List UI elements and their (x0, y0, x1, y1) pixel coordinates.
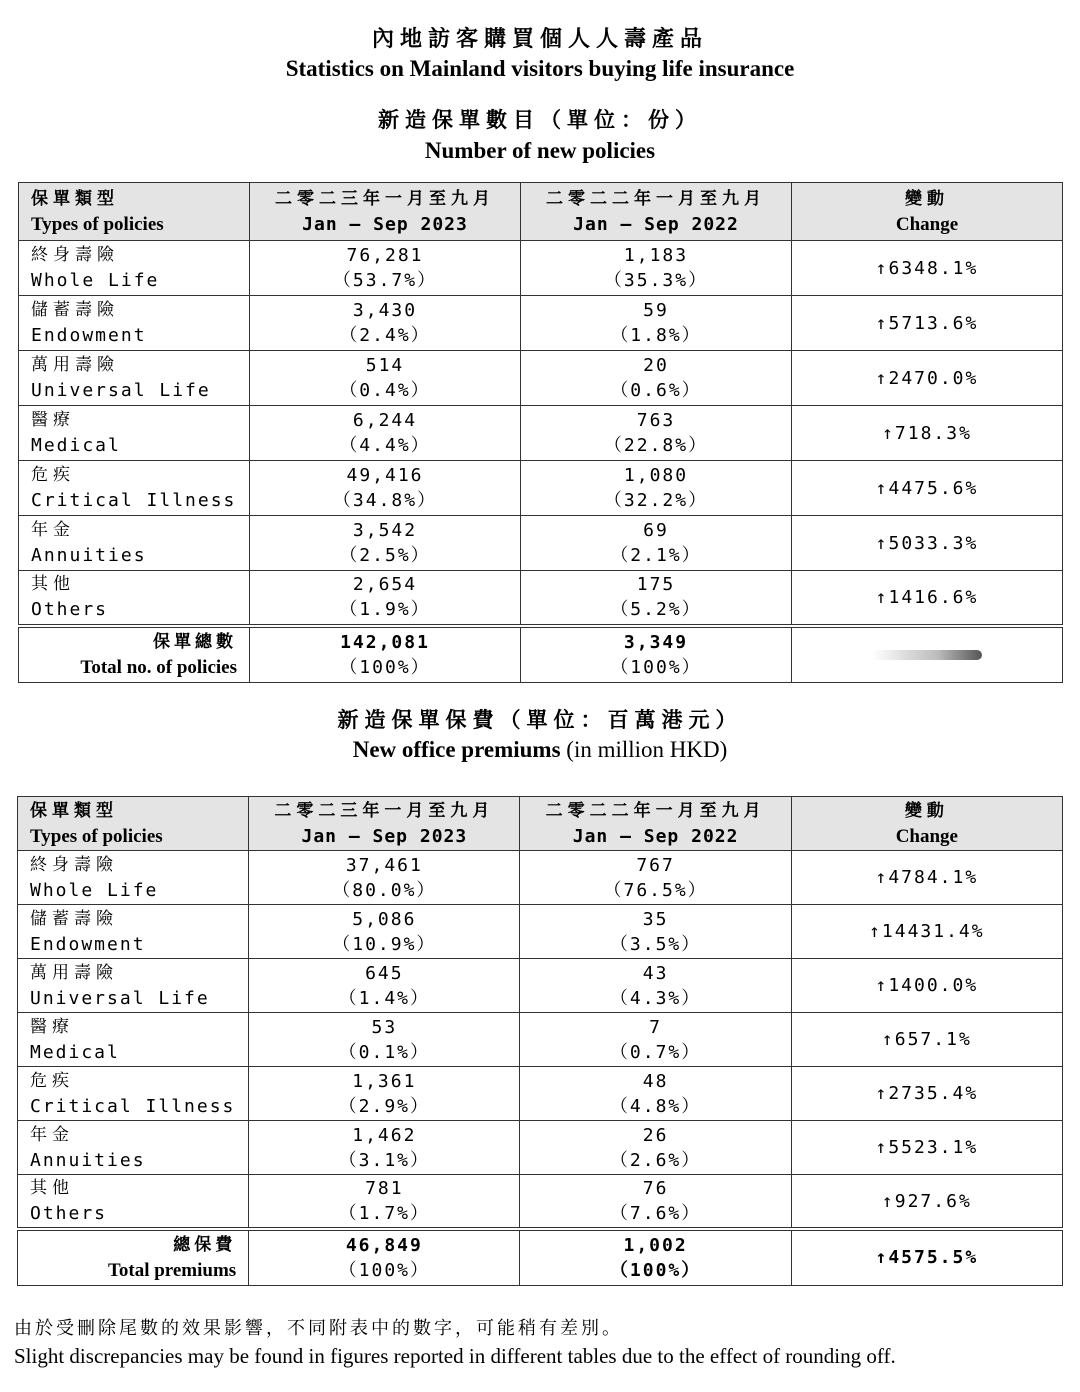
total-change: ↑4575.5% (791, 1229, 1062, 1285)
policy-type-cell (19, 516, 250, 571)
policy-type-en: Endowment (31, 325, 147, 346)
value-2022: 175 (636, 574, 676, 596)
share-2023: （4.4%） (339, 435, 431, 456)
share-2023: （3.1%） (338, 1149, 431, 1171)
value-2022-cell (520, 959, 791, 1013)
value-2023-cell (250, 516, 521, 571)
share-2022: （5.2%） (610, 599, 702, 621)
policy-type-en: Others (30, 1203, 108, 1224)
value-2023: 5,086 (352, 908, 417, 930)
share-2022: （7.6%） (609, 1203, 702, 1224)
header-2023: 二零二三年一月至九月 Jan – Sep 2023 (250, 183, 521, 241)
share-2023: （80.0%） (332, 879, 437, 901)
value-2023-cell (250, 351, 521, 406)
value-2022-cell (521, 516, 792, 571)
table-row (18, 1175, 1063, 1230)
section1-title-zh: 新造保單數目（單位：份） (378, 108, 702, 132)
value-2023-cell (249, 905, 520, 959)
share-2022: （0.7%） (609, 1041, 702, 1063)
value-2022-cell (521, 406, 792, 461)
value-2023-cell (249, 1067, 520, 1121)
value-2022-cell (520, 851, 791, 905)
page-title-zh: 內地訪客購買個人人壽產品 (371, 27, 708, 52)
policy-type-en: Critical Illness (31, 490, 237, 511)
total-2023: 142,081 （100%） (250, 626, 521, 683)
policy-type-cell (19, 461, 250, 516)
value-2022-cell (520, 1121, 791, 1175)
value-2022: 763 (636, 410, 676, 431)
policy-type-en: Endowment (30, 933, 146, 955)
share-2022: （1.8%） (610, 325, 702, 346)
policy-type-zh: 年金 (31, 520, 75, 540)
value-2023: 1,361 (352, 1070, 417, 1092)
change-cell: ↑5713.6% (792, 296, 1063, 351)
value-2023: 53 (371, 1016, 398, 1038)
value-2022: 7 (649, 1016, 663, 1038)
table-header-row (19, 183, 1063, 241)
value-2023: 6,244 (352, 410, 418, 431)
value-2023-cell (250, 241, 521, 296)
total-2022: 3,349 （100%） (521, 626, 792, 683)
change-cell: ↑657.1% (791, 1013, 1062, 1067)
page-title-en: Statistics on Mainland visitors buying life insurance (285, 56, 795, 81)
value-2023-cell (249, 959, 520, 1013)
share-2023: （1.9%） (339, 599, 431, 621)
value-2023: 514 (365, 355, 405, 376)
change-cell: ↑1400.0% (791, 959, 1062, 1013)
table-row (18, 1067, 1063, 1121)
policy-type-en: Whole Life (30, 879, 159, 901)
value-2022: 1,183 (623, 245, 689, 266)
header-2023: 二零二三年一月至九月 Jan – Sep 2023 (249, 797, 520, 851)
value-2023-cell (249, 851, 520, 905)
policy-type-zh: 年金 (30, 1124, 74, 1145)
policy-type-cell (19, 406, 250, 461)
value-2022-cell (520, 1175, 791, 1230)
new-policies-table (18, 182, 1063, 683)
policy-type-en: Annuities (30, 1149, 146, 1171)
section1-title-en: Number of new policies (424, 138, 656, 163)
value-2022: 1,080 (623, 465, 689, 486)
footnote-en: Slight discrepancies may be found in figures reported in different tables due to the effect of rounding off. (14, 1344, 896, 1368)
policy-type-zh: 萬用壽險 (30, 962, 118, 983)
share-2023: （34.8%） (332, 490, 438, 511)
value-2023: 1,462 (352, 1124, 417, 1146)
value-2022-cell (520, 1013, 791, 1067)
change-cell: ↑14431.4% (791, 905, 1062, 959)
total-row (18, 1229, 1063, 1285)
header-type: 保單類型 Types of policies (19, 183, 250, 241)
value-2023: 3,542 (352, 520, 418, 541)
table-row (19, 406, 1063, 461)
total-2022: 1,002 （100%） (520, 1229, 791, 1285)
total-label: 保單總數 Total no. of policies (19, 626, 250, 683)
policy-type-cell (18, 905, 249, 959)
policy-type-zh: 醫療 (31, 410, 75, 430)
value-2023: 49,416 (346, 465, 424, 486)
total-2023: 46,849 （100%） (249, 1229, 520, 1285)
share-2023: （10.9%） (332, 933, 437, 955)
share-2022: （35.3%） (603, 270, 709, 291)
share-2023: （2.9%） (338, 1095, 431, 1117)
share-2023: （1.4%） (338, 987, 431, 1009)
table-row (18, 1121, 1063, 1175)
table-row (19, 296, 1063, 351)
value-2023-cell (250, 296, 521, 351)
policy-type-zh: 其他 (30, 1178, 74, 1198)
value-2023: 781 (365, 1178, 404, 1199)
policy-type-en: Whole Life (31, 270, 160, 291)
share-2022: （2.1%） (610, 545, 702, 566)
policy-type-zh: 危疾 (31, 465, 75, 485)
policy-type-zh: 終身壽險 (31, 245, 119, 265)
policy-type-cell (18, 851, 249, 905)
policy-type-cell (19, 241, 250, 296)
value-2023-cell (249, 1013, 520, 1067)
value-2022: 59 (643, 300, 669, 321)
total-label: 總保費 Total premiums (18, 1229, 249, 1285)
footnote-zh: 由於受刪除尾數的效果影響，不同附表中的數字，可能稍有差別。 (14, 1318, 623, 1339)
policy-type-zh: 終身壽險 (30, 854, 118, 875)
share-2022: （4.8%） (609, 1095, 702, 1117)
policy-type-en: Critical Illness (30, 1095, 236, 1117)
table-row (19, 461, 1063, 516)
change-cell: ↑4784.1% (791, 851, 1062, 905)
policy-type-cell (18, 1067, 249, 1121)
policy-type-zh: 儲蓄壽險 (30, 908, 118, 929)
change-cell: ↑6348.1% (792, 241, 1063, 296)
policy-type-en: Medical (31, 435, 121, 456)
share-2023: （2.5%） (339, 545, 431, 566)
table-row (19, 241, 1063, 296)
share-2023: （1.7%） (338, 1203, 431, 1224)
header-2022: 二零二二年一月至九月 Jan – Sep 2022 (521, 183, 792, 241)
value-2022: 35 (642, 908, 669, 930)
policy-type-cell (18, 959, 249, 1013)
change-cell: ↑5523.1% (791, 1121, 1062, 1175)
value-2022: 20 (643, 355, 669, 376)
value-2023-cell (249, 1121, 520, 1175)
value-2022-cell (521, 461, 792, 516)
table-row (18, 851, 1063, 905)
total-row (19, 626, 1063, 683)
policy-type-cell (18, 1013, 249, 1067)
value-2023: 3,430 (352, 300, 418, 321)
table-row (19, 571, 1063, 626)
table-row (19, 351, 1063, 406)
value-2022: 43 (642, 962, 669, 984)
value-2023-cell (250, 406, 521, 461)
value-2023-cell (249, 1175, 520, 1230)
policy-type-en: Annuities (31, 545, 147, 566)
header-2022: 二零二二年一月至九月 Jan – Sep 2022 (520, 797, 791, 851)
policy-type-cell (19, 296, 250, 351)
redaction-smudge (872, 650, 982, 660)
share-2022: （0.6%） (610, 380, 702, 401)
policy-type-en: Others (31, 599, 109, 621)
share-2022: （3.5%） (609, 933, 702, 955)
share-2022: （22.8%） (603, 435, 709, 456)
value-2022: 76 (642, 1178, 669, 1199)
share-2023: （53.7%） (332, 270, 438, 291)
share-2023: （2.4%） (339, 325, 431, 346)
value-2022: 69 (643, 520, 669, 541)
value-2022-cell (520, 1067, 791, 1121)
share-2022: （4.3%） (609, 987, 702, 1009)
policy-type-en: Universal Life (30, 987, 210, 1009)
table-header-row (18, 797, 1063, 851)
policy-type-en: Medical (30, 1041, 120, 1063)
policy-type-zh: 危疾 (30, 1070, 74, 1091)
premiums-table (17, 796, 1063, 1286)
value-2023-cell (250, 571, 521, 626)
value-2022-cell (521, 571, 792, 626)
table-row (18, 959, 1063, 1013)
value-2023: 37,461 (345, 854, 423, 876)
value-2023: 76,281 (346, 245, 424, 266)
change-cell: ↑2470.0% (792, 351, 1063, 406)
value-2022-cell (521, 241, 792, 296)
change-cell: ↑927.6% (791, 1175, 1062, 1230)
value-2022: 48 (642, 1070, 669, 1092)
change-cell: ↑718.3% (792, 406, 1063, 461)
share-2022: （32.2%） (603, 490, 709, 511)
change-cell: ↑2735.4% (791, 1067, 1062, 1121)
value-2022-cell (520, 905, 791, 959)
value-2023: 2,654 (352, 574, 418, 596)
policy-type-cell (19, 351, 250, 406)
value-2023-cell (250, 461, 521, 516)
policy-type-en: Universal Life (31, 380, 211, 401)
value-2023: 645 (365, 962, 404, 984)
share-2022: （2.6%） (609, 1149, 702, 1171)
policy-type-zh: 儲蓄壽險 (31, 300, 119, 320)
section2-title-zh: 新造保單保費（單位：百萬港元） (337, 708, 743, 732)
value-2022-cell (521, 351, 792, 406)
change-cell: ↑1416.6% (792, 571, 1063, 626)
policy-type-zh: 醫療 (30, 1016, 74, 1037)
policy-type-cell (18, 1175, 249, 1230)
header-change: 變動 Change (791, 797, 1062, 851)
value-2022-cell (521, 296, 792, 351)
policy-type-cell (19, 571, 250, 626)
table-row (19, 516, 1063, 571)
table-row (18, 905, 1063, 959)
policy-type-zh: 其他 (31, 574, 75, 595)
share-2022: （76.5%） (603, 879, 708, 901)
share-2023: （0.4%） (339, 380, 431, 401)
total-change (792, 626, 1063, 683)
header-type: 保單類型 Types of policies (18, 797, 249, 851)
value-2022: 26 (642, 1124, 669, 1146)
share-2023: （0.1%） (338, 1041, 431, 1063)
table-row (18, 1013, 1063, 1067)
change-cell: ↑5033.3% (792, 516, 1063, 571)
policy-type-zh: 萬用壽險 (31, 355, 119, 375)
value-2022: 767 (636, 854, 675, 876)
section2-title-en: New office premiums (in million HKD) (352, 737, 728, 762)
policy-type-cell (18, 1121, 249, 1175)
change-cell: ↑4475.6% (792, 461, 1063, 516)
header-change: 變動 Change (792, 183, 1063, 241)
